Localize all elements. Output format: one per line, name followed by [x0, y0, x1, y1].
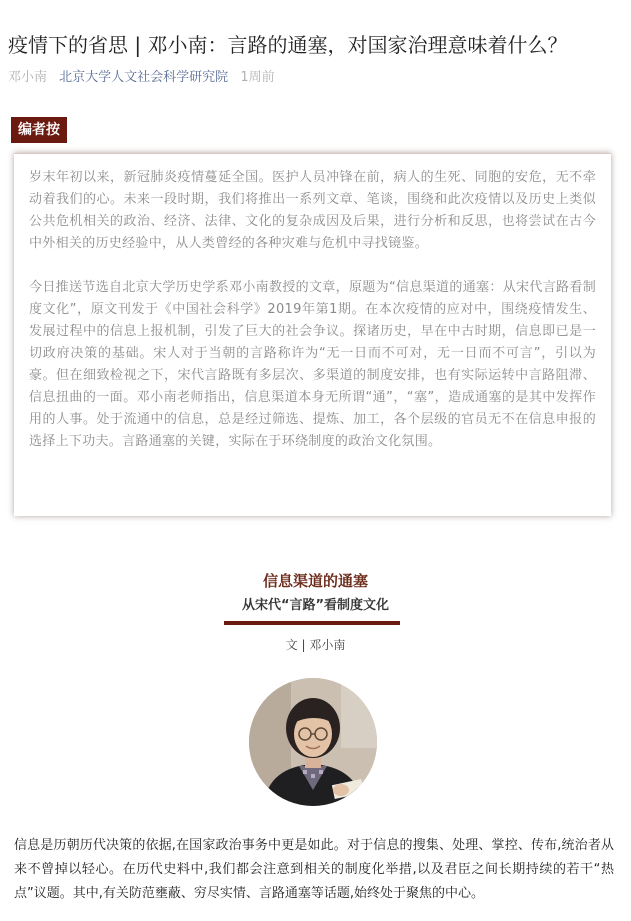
author-portrait	[249, 678, 377, 806]
section-divider	[224, 621, 400, 625]
publish-time: 1周前	[240, 70, 275, 85]
account-link[interactable]: 北京大学人文社会科学研究院	[59, 70, 229, 85]
article-title: 疫情下的省思 | 邓小南：言路的通塞，对国家治理意味着什么？	[8, 33, 568, 57]
author-name: 邓小南	[8, 70, 48, 85]
section-title: 信息渠道的通塞	[262, 572, 368, 590]
editor-note-paragraph: 今日推送节选自北京大学历史学系邓小南教授的文章，原题为“信息渠道的通塞：从宋代言路看制度文化”，原文刊发于《中国社会科学》2019年第1期。在本次疫情的应对中，围绕疫情发生、发展过程中的信息上报机制，引发了巨大的社会争议。探诸历史，早在中古时期，信息即已是一切政府决策的基础。宋人对于当朝的言路称许为“无一日而不可对，无一日而不可言”，引以为豪。但在细致检视之下，宋代言路既有多层次、多渠道的制度安排，也有实际运转中言路阻滞、信息扭曲的一面。邓小南老师指出，信息渠道本身无所谓“通”，“塞”，造成通塞的是其中发挥作用的人事。处于流通中的信息，总是经过筛选、提炼、加工，各个层级的官员无不在信息申报的选择上下功夫。言路通塞的关键，实际在于环绕制度的政治文化氛围。	[29, 280, 596, 449]
editor-note-paragraph: 岁末年初以来，新冠肺炎疫情蔓延全国。医护人员冲锋在前，病人的生死、同胞的安危，无不牵动着我们的心。未来一段时期，我们将推出一系列文章、笔谈，围绕和此次疫情以及历史上类似公共危机相关的政治、经济、法律、文化的复杂成因及后果，进行分析和反思，也将尝试在古今中外相关的历史经验中，从人类曾经的各种灾难与危机中寻找镜鉴。	[29, 170, 596, 251]
author-byline: 文 | 邓小南	[285, 638, 346, 652]
editor-note-box	[14, 153, 611, 516]
article-meta	[8, 68, 275, 88]
section-subtitle: 从宋代“言路”看制度文化	[241, 598, 390, 613]
body-paragraph: 信息是历朝历代决策的依据,在国家政治事务中更是如此。对于信息的搜集、处理、掌控、传布,统治者从来不曾掉以轻心。在历代史料中,我们都会注意到相关的制度化举措,以及君臣之间长期持续的若干“热点”议题。其中,有关防范壅蔽、穷尽实情、言路通塞等话题,始终处于聚焦的中心。	[14, 838, 614, 901]
editor-note-label: 编者按	[11, 117, 67, 143]
